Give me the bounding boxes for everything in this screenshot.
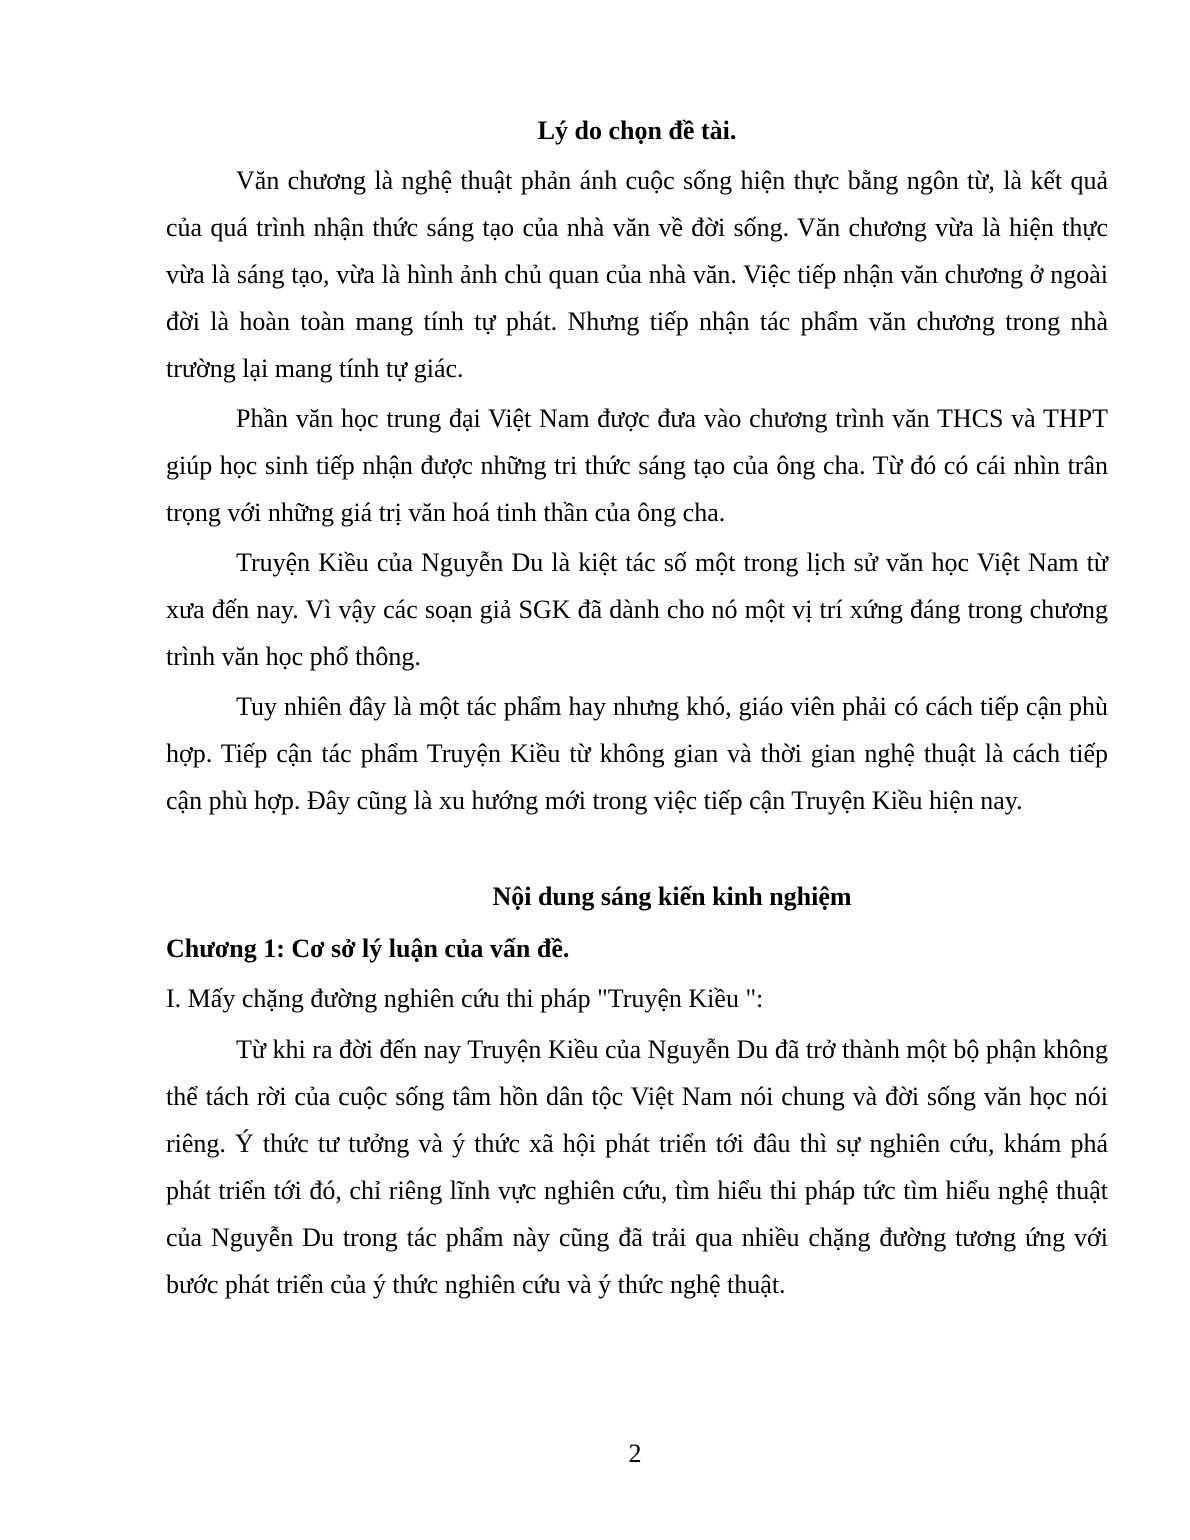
intro-paragraph-4: Tuy nhiên đây là một tác phẩm hay nhưng khó, giáo viên phải có cách tiếp cận phù hợp. Tiếp cận tác phẩm Truyện Kiều từ không gian và thời gian nghệ thuật là cách tiếp cận phù hợp. Đây cũng là xu hướng mới trong việc tiếp cận Truyện Kiều hiện nay. xyxy=(166,692,1108,815)
section-paragraph: Từ khi ra đời đến nay Truyện Kiều của Nguyễn Du đã trở thành một bộ phận không thể tách rời của cuộc sống tâm hồn dân tộc Việt Nam nói chung và đời sống văn học nói riêng. Ý thức tư tưởng và ý thức xã hội phát triển tới đâu thì sự nghiên cứu, khám phá phát triển tới đó, chỉ riêng lĩnh vực nghiên cứu, tìm hiểu thi pháp tức tìm hiểu nghệ thuật của Nguyễn Du trong tác phẩm này cũng đã trải qua nhiều chặng đường tương ứng với bước phát triển của ý thức nghiên cứu và ý thức nghệ thuật. xyxy=(166,1035,1108,1299)
chapter-title: Chương 1: Cơ sở lý luận của vấn đề. xyxy=(166,934,570,963)
page-number: 2 xyxy=(628,1439,642,1468)
intro-paragraph-2: Phần văn học trung đại Việt Nam được đưa vào chương trình văn THCS và THPT giúp học sinh tiếp nhận được những tri thức sáng tạo của ông cha. Từ đó có cái nhìn trân trọng với những giá trị văn hoá tinh thần của ông cha. xyxy=(166,404,1108,527)
spacer xyxy=(166,824,1108,874)
section-heading: I. Mấy chặng đường nghiên cứu thi pháp "Truyện Kiều ": xyxy=(166,984,764,1013)
heading-reason: Lý do chọn đề tài. xyxy=(537,116,737,145)
intro-paragraph-3: Truyện Kiều của Nguyễn Du là kiệt tác số một trong lịch sử văn học Việt Nam từ xưa đến nay. Vì vậy các soạn giả SGK đã dành cho nó một vị trí xứng đáng trong chương trình văn học phổ thông. xyxy=(166,548,1108,671)
heading-content: Nội dung sáng kiến kinh nghiệm xyxy=(492,882,852,911)
document-page xyxy=(166,108,1108,1308)
intro-paragraph-1: Văn chương là nghệ thuật phản ánh cuộc sống hiện thực bằng ngôn từ, là kết quả của quá trình nhận thức sáng tạo của nhà văn về đời sống. Văn chương vừa là hiện thực vừa là sáng tạo, vừa là hình ảnh chủ quan của nhà văn. Việc tiếp nhận văn chương ở ngoài đời là hoàn toàn mang tính tự phát. Nhưng tiếp nhận tác phẩm văn chương trong nhà trường lại mang tính tự giác. xyxy=(166,166,1108,383)
